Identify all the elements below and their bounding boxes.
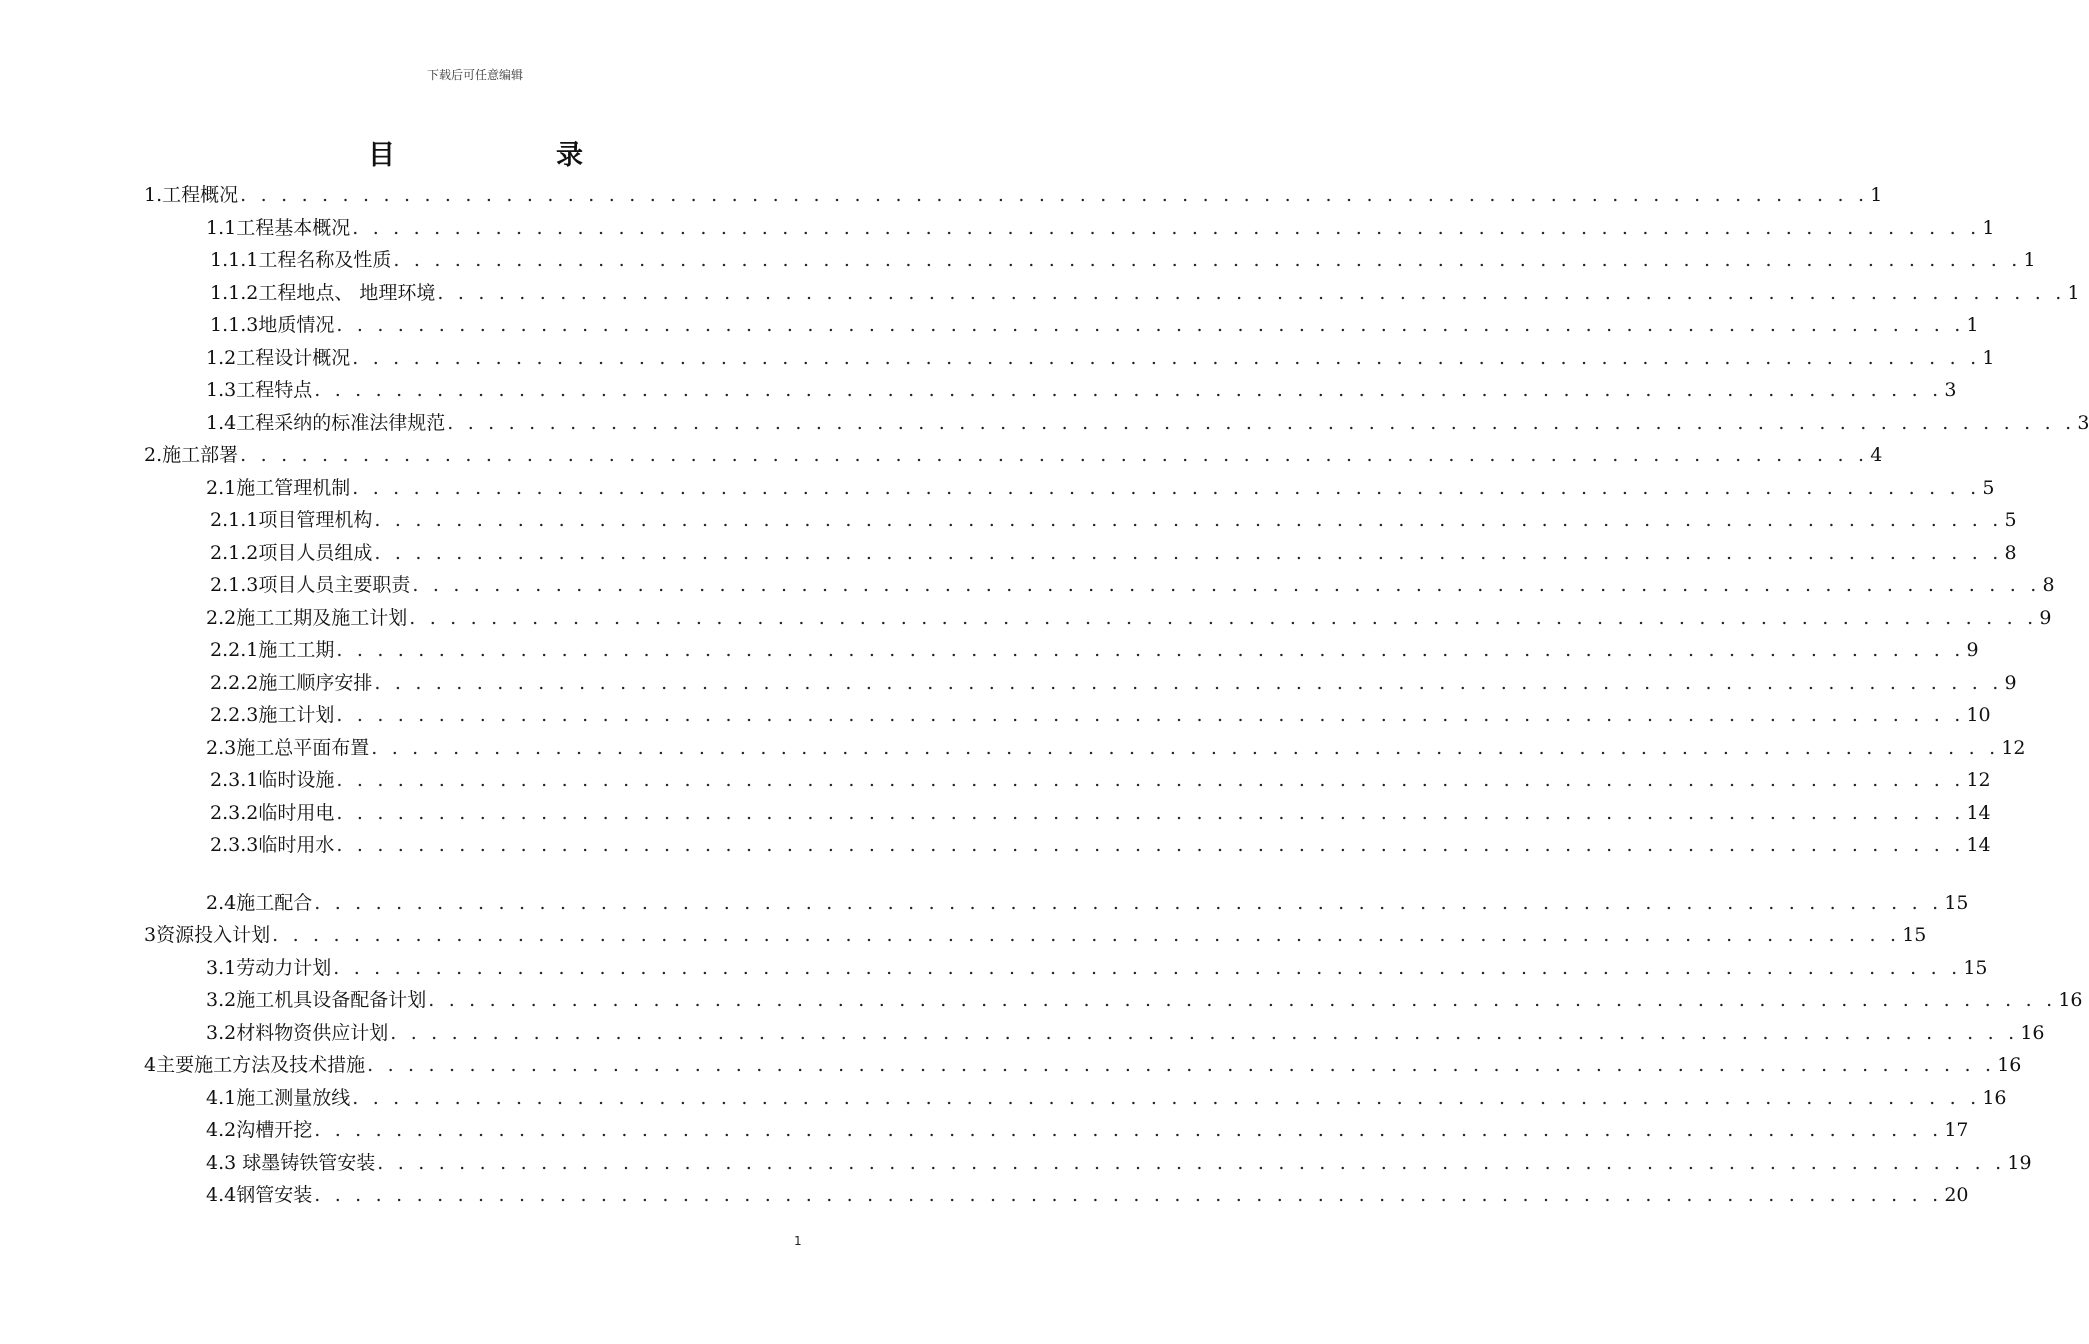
toc-entry[interactable] (144, 1017, 2045, 1050)
toc-leader-dots: . . . . . . . . . . . . . . . . . . . . . . . . . . . . . . . . . . . . . . . . . . . . . . . . . . . . . . . . . . . . . . . . . . . . . . . . . . . . . . . . (336, 769, 1965, 791)
toc-leader-dots: . . . . . . . . . . . . . . . . . . . . . . . . . . . . . . . . . . . . . . . . . . . . . . . . . . . . . . . . . . . . . . . . . . . . . . . . . . . . . . . . (352, 476, 1981, 499)
toc-leader-dots: . . . . . . . . . . . . . . . . . . . . . . . . . . . . . . . . . . . . . . . . . . . . . . . . . . . . . . . . . . . . . . . . . . . . . . . . . . . . . . . . (367, 1054, 1996, 1076)
toc-leader-dots: . . . . . . . . . . . . . . . . . . . . . . . . . . . . . . . . . . . . . . . . . . . . . . . . . . . . . . . . . . . . . . . . . . . . . . . . . . . . . . . . (272, 924, 1901, 946)
toc-entry-page: 10 (1966, 704, 1991, 726)
toc-entry-page: 20 (1944, 1184, 1969, 1206)
toc-leader-dots: . . . . . . . . . . . . . . . . . . . . . . . . . . . . . . . . . . . . . . . . . . . . . . . . . . . . . . . . . . . . . . . . . . . . . . . . . . . . . . . . (352, 216, 1981, 239)
toc-entry-label: 2.2.1施工工期 (210, 639, 335, 661)
toc-leader-dots: . . . . . . . . . . . . . . . . . . . . . . . . . . . . . . . . . . . . . . . . . . . . . . . . . . . . . . . . . . . . . . . . . . . . . . . . . . . . . . . . (314, 891, 1943, 914)
toc-entry-page: 1 (2023, 249, 2036, 271)
page-header: 下载后可任意编辑 (426, 68, 523, 82)
toc-entry-label: 1.3工程特点 (206, 379, 313, 401)
toc-leader-dots: . . . . . . . . . . . . . . . . . . . . . . . . . . . . . . . . . . . . . . . . . . . . . . . . . . . . . . . . . . . . . . . . . . . . . . . . . . . . . . . . (336, 704, 1965, 726)
toc-entry-label: 4.4钢管安装 (206, 1184, 313, 1206)
toc-entry-page: 5 (2004, 509, 2017, 531)
title-char-2: 录 (556, 140, 583, 171)
toc-leader-dots: . . . . . . . . . . . . . . . . . . . . . . . . . . . . . . . . . . . . . . . . . . . . . . . . . . . . . . . . . . . . . . . . . . . . . . . . . . . . . . . . (336, 314, 1965, 336)
toc-entry[interactable] (144, 952, 1988, 985)
toc-entry-label: 2.3施工总平面布置 (206, 736, 370, 759)
table-of-contents (144, 179, 2089, 1212)
toc-leader-dots: . . . . . . . . . . . . . . . . . . . . . . . . . . . . . . . . . . . . . . . . . . . . . . . . . . . . . . . . . . . . . . . . . . . . . . . . . . . . . . . . (352, 346, 1981, 369)
toc-entry[interactable] (144, 374, 1957, 407)
toc-entry-page: 15 (1963, 956, 1988, 979)
toc-entry[interactable] (144, 179, 1883, 212)
toc-leader-dots: . . . . . . . . . . . . . . . . . . . . . . . . . . . . . . . . . . . . . . . . . . . . . . . . . . . . . . . . . . . . . . . . . . . . . . . . . . . . . . . . (412, 574, 2041, 596)
toc-entry-page: 15 (1902, 924, 1927, 946)
toc-entry-page: 8 (2042, 574, 2055, 596)
toc-entry[interactable] (144, 439, 1883, 472)
toc-entry-page: 12 (1966, 769, 1991, 791)
toc-entry-label: 4.3 球墨铸铁管安装 (206, 1151, 376, 1174)
toc-entry[interactable] (144, 309, 1979, 342)
toc-entry[interactable] (144, 537, 2017, 570)
toc-entry-label: 2.2施工工期及施工计划 (206, 606, 408, 629)
toc-entry-label: 1.2工程设计概况 (206, 346, 351, 369)
toc-entry-label: 4.1施工测量放线 (206, 1086, 351, 1109)
toc-leader-dots: . . . . . . . . . . . . . . . . . . . . . . . . . . . . . . . . . . . . . . . . . . . . . . . . . . . . . . . . . . . . . . . . . . . . . . . . . . . . . . . . (336, 834, 1965, 856)
toc-entry-label: 1.4工程采纳的标准法律规范 (206, 411, 446, 434)
toc-entry-page: 1 (1870, 184, 1883, 206)
toc-entry-page: 12 (2001, 736, 2026, 759)
toc-leader-dots: . . . . . . . . . . . . . . . . . . . . . . . . . . . . . . . . . . . . . . . . . . . . . . . . . . . . . . . . . . . . . . . . . . . . . . . . . . . . . . . . (428, 989, 2057, 1011)
toc-entry-page: 9 (2039, 606, 2052, 629)
toc-entry[interactable] (144, 829, 1991, 862)
toc-entry-page: 16 (1982, 1086, 2007, 1109)
toc-entry-page: 3 (1944, 379, 1957, 401)
toc-entry[interactable] (144, 569, 2055, 602)
toc-entry-label: 1.1工程基本概况 (206, 216, 351, 239)
toc-entry[interactable] (144, 212, 1995, 245)
toc-entry-page: 5 (1982, 476, 1995, 499)
toc-entry[interactable] (144, 887, 1969, 920)
toc-entry-label: 2.1.3项目人员主要职责 (210, 574, 411, 596)
toc-entry-label: 4主要施工方法及技术措施 (144, 1054, 366, 1076)
toc-entry-label: 1.1.1工程名称及性质 (210, 249, 392, 271)
toc-entry-label: 4.2沟槽开挖 (206, 1119, 313, 1141)
toc-entry-page: 16 (1997, 1054, 2022, 1076)
toc-entry[interactable] (144, 1147, 2032, 1180)
toc-entry-page: 17 (1944, 1119, 1969, 1141)
toc-entry-page: 3 (2077, 411, 2089, 434)
toc-entry-label: 3.1劳动力计划 (206, 956, 332, 979)
toc-entry-page: 16 (2058, 989, 2083, 1011)
toc-leader-dots: . . . . . . . . . . . . . . . . . . . . . . . . . . . . . . . . . . . . . . . . . . . . . . . . . . . . . . . . . . . . . . . . . . . . . . . . . . . . . . . . (374, 541, 2003, 564)
toc-entry[interactable] (144, 277, 2080, 310)
toc-leader-dots: . . . . . . . . . . . . . . . . . . . . . . . . . . . . . . . . . . . . . . . . . . . . . . . . . . . . . . . . . . . . . . . . . . . . . . . . . . . . . . . . (240, 444, 1869, 466)
toc-leader-dots: . . . . . . . . . . . . . . . . . . . . . . . . . . . . . . . . . . . . . . . . . . . . . . . . . . . . . . . . . . . . . . . . . . . . . . . . . . . . . . . . (393, 249, 2022, 271)
toc-entry-label: 2.3.1临时设施 (210, 769, 335, 791)
toc-entry[interactable] (144, 1179, 1969, 1212)
toc-leader-dots: . . . . . . . . . . . . . . . . . . . . . . . . . . . . . . . . . . . . . . . . . . . . . . . . . . . . . . . . . . . . . . . . . . . . . . . . . . . . . . . . (374, 671, 2003, 694)
toc-leader-dots: . . . . . . . . . . . . . . . . . . . . . . . . . . . . . . . . . . . . . . . . . . . . . . . . . . . . . . . . . . . . . . . . . . . . . . . . . . . . . . . . (314, 1184, 1943, 1206)
toc-leader-dots: . . . . . . . . . . . . . . . . . . . . . . . . . . . . . . . . . . . . . . . . . . . . . . . . . . . . . . . . . . . . . . . . . . . . . . . . . . . . . . . . (240, 184, 1869, 206)
toc-entry[interactable] (144, 1082, 2007, 1115)
toc-entry-page: 9 (2004, 671, 2017, 694)
toc-leader-dots: . . . . . . . . . . . . . . . . . . . . . . . . . . . . . . . . . . . . . . . . . . . . . . . . . . . . . . . . . . . . . . . . . . . . . . . . . . . . . . . . (437, 281, 2066, 304)
page-number: 1 (794, 1234, 802, 1248)
toc-entry-label: 1.工程概况 (144, 184, 239, 206)
toc-entry-label: 3.2施工机具设备配备计划 (206, 989, 427, 1011)
toc-entry-label: 2.2.3施工计划 (210, 704, 335, 726)
toc-entry-label: 3.2材料物资供应计划 (206, 1021, 389, 1044)
toc-entry[interactable] (144, 764, 1991, 797)
toc-entry[interactable] (144, 602, 2052, 635)
toc-entry[interactable] (144, 1114, 1969, 1147)
toc-entry[interactable] (144, 634, 1979, 667)
toc-entry-page: 15 (1944, 891, 1969, 914)
toc-entry-label: 1.1.3地质情况 (210, 314, 335, 336)
toc-entry-page: 1 (1982, 216, 1995, 239)
toc-entry-page: 1 (2067, 281, 2080, 304)
toc-leader-dots: . . . . . . . . . . . . . . . . . . . . . . . . . . . . . . . . . . . . . . . . . . . . . . . . . . . . . . . . . . . . . . . . . . . . . . . . . . . . . . . . (352, 1086, 1981, 1109)
toc-entry-page: 16 (2020, 1021, 2045, 1044)
toc-entry[interactable] (144, 472, 1995, 505)
toc-leader-dots: . . . . . . . . . . . . . . . . . . . . . . . . . . . . . . . . . . . . . . . . . . . . . . . . . . . . . . . . . . . . . . . . . . . . . . . . . . . . . . . . (377, 1151, 2006, 1174)
toc-entry[interactable] (144, 407, 2089, 440)
toc-entry[interactable] (144, 244, 2036, 277)
toc-leader-dots: . . . . . . . . . . . . . . . . . . . . . . . . . . . . . . . . . . . . . . . . . . . . . . . . . . . . . . . . . . . . . . . . . . . . . . . . . . . . . . . . (447, 411, 2076, 434)
toc-leader-dots: . . . . . . . . . . . . . . . . . . . . . . . . . . . . . . . . . . . . . . . . . . . . . . . . . . . . . . . . . . . . . . . . . . . . . . . . . . . . . . . . (314, 1119, 1943, 1141)
toc-leader-dots: . . . . . . . . . . . . . . . . . . . . . . . . . . . . . . . . . . . . . . . . . . . . . . . . . . . . . . . . . . . . . . . . . . . . . . . . . . . . . . . . (374, 509, 2003, 531)
toc-entry-label: 3资源投入计划 (144, 924, 271, 946)
toc-entry-label: 1.1.2工程地点、 地理环境 (210, 281, 436, 304)
toc-entry[interactable] (144, 1049, 2022, 1082)
toc-entry-label: 2.1施工管理机制 (206, 476, 351, 499)
toc-entry-page: 14 (1966, 834, 1991, 856)
toc-entry[interactable] (144, 504, 2017, 537)
toc-leader-dots: . . . . . . . . . . . . . . . . . . . . . . . . . . . . . . . . . . . . . . . . . . . . . . . . . . . . . . . . . . . . . . . . . . . . . . . . . . . . . . . . (390, 1021, 2019, 1044)
toc-entry[interactable] (144, 699, 1991, 732)
toc-entry-label: 2.1.1项目管理机构 (210, 509, 373, 531)
toc-leader-dots: . . . . . . . . . . . . . . . . . . . . . . . . . . . . . . . . . . . . . . . . . . . . . . . . . . . . . . . . . . . . . . . . . . . . . . . . . . . . . . . . (336, 801, 1965, 824)
toc-leader-dots: . . . . . . . . . . . . . . . . . . . . . . . . . . . . . . . . . . . . . . . . . . . . . . . . . . . . . . . . . . . . . . . . . . . . . . . . . . . . . . . . (333, 956, 1962, 979)
toc-entry-label: 2.2.2施工顺序安排 (210, 671, 373, 694)
toc-leader-dots: . . . . . . . . . . . . . . . . . . . . . . . . . . . . . . . . . . . . . . . . . . . . . . . . . . . . . . . . . . . . . . . . . . . . . . . . . . . . . . . . (409, 606, 2038, 629)
toc-entry[interactable] (144, 919, 1927, 952)
toc-entry-page: 14 (1966, 801, 1991, 824)
toc-entry-label: 2.施工部署 (144, 444, 239, 466)
toc-leader-dots: . . . . . . . . . . . . . . . . . . . . . . . . . . . . . . . . . . . . . . . . . . . . . . . . . . . . . . . . . . . . . . . . . . . . . . . . . . . . . . . . (371, 736, 2000, 759)
toc-entry[interactable] (144, 342, 1995, 375)
toc-entry-label: 2.3.3临时用水 (210, 834, 335, 856)
toc-entry-page: 1 (1966, 314, 1979, 336)
toc-entry-label: 2.4施工配合 (206, 891, 313, 914)
title-char-1: 目 (368, 140, 395, 171)
toc-leader-dots: . . . . . . . . . . . . . . . . . . . . . . . . . . . . . . . . . . . . . . . . . . . . . . . . . . . . . . . . . . . . . . . . . . . . . . . . . . . . . . . . (314, 379, 1943, 401)
toc-leader-dots: . . . . . . . . . . . . . . . . . . . . . . . . . . . . . . . . . . . . . . . . . . . . . . . . . . . . . . . . . . . . . . . . . . . . . . . . . . . . . . . . (336, 639, 1965, 661)
toc-entry-page: 4 (1870, 444, 1883, 466)
page-title (0, 133, 950, 171)
toc-entry[interactable] (144, 797, 1991, 830)
toc-entry-page: 1 (1982, 346, 1995, 369)
toc-entry[interactable] (144, 732, 2026, 765)
toc-entry-label: 2.3.2临时用电 (210, 801, 335, 824)
toc-entry-label: 2.1.2项目人员组成 (210, 541, 373, 564)
toc-entry-page: 9 (1966, 639, 1979, 661)
toc-entry-page: 8 (2004, 541, 2017, 564)
toc-entry-page: 19 (2007, 1151, 2032, 1174)
toc-entry[interactable] (144, 667, 2017, 700)
toc-entry[interactable] (144, 984, 2083, 1017)
